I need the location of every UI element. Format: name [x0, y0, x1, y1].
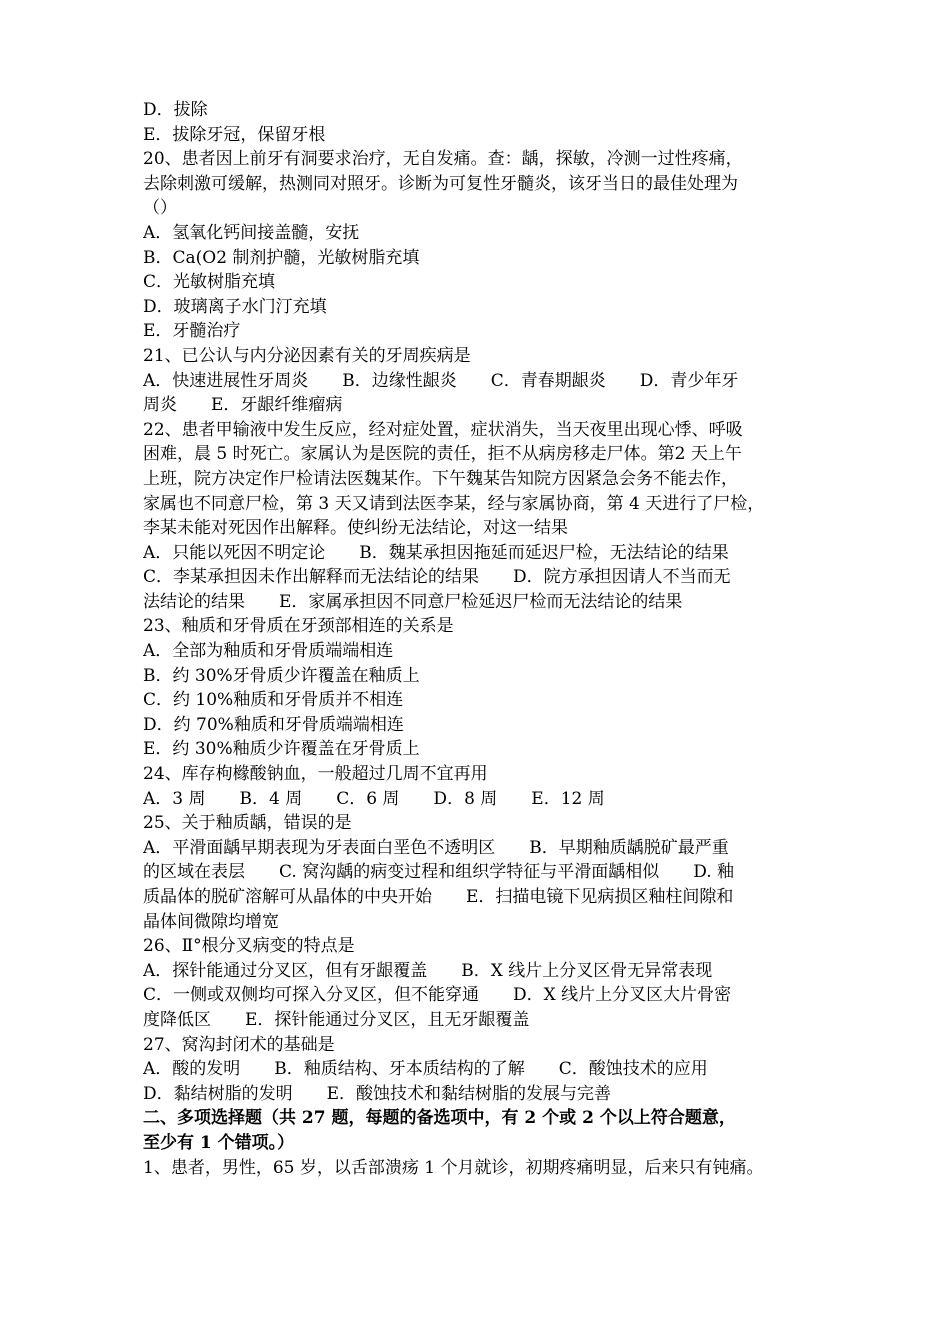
question-text: （） [143, 198, 177, 219]
option-text: B．Ca(O2 制剂护髓，光敏树脂充填 [143, 247, 420, 268]
option-text: B．约 30%牙骨质少许覆盖在釉质上 [143, 665, 420, 686]
option-text: A．快速进展性牙周炎 B．边缘性龈炎 C．青春期龈炎 D．青少年牙 [143, 370, 739, 391]
option-text: C．一侧或双侧均可探入分叉区，但不能穿通 D．X 线片上分叉区大片骨密 [143, 985, 732, 1006]
option-text: D．黏结树脂的发明 E．酸蚀技术和黏结树脂的发展与完善 [143, 1083, 612, 1104]
section-heading: 二、多项选择题（共 27 题，每题的备选项中，有 2 个或 2 个以上符合题意， [143, 1108, 736, 1129]
question-text: 20、患者因上前牙有洞要求治疗，无自发痛。查：龋，探敏，冷测一过性疼痛， [143, 149, 743, 170]
question-text: 24、库存枸橼酸钠血，一般超过几周不宜再用 [143, 764, 488, 785]
option-text: A．3 周 B．4 周 C．6 周 D．8 周 E．12 周 [143, 788, 605, 809]
option-text: 晶体间微隙均增宽 [143, 911, 279, 932]
question-text: 23、釉质和牙骨质在牙颈部相连的关系是 [143, 616, 454, 637]
option-text: C．光敏树脂充填 [143, 272, 276, 293]
question-text: 困难，晨 5 时死亡。家属认为是医院的责任，拒不从病房移走尸体。第2 天上午 [143, 444, 742, 465]
option-text: 的区域在表层 C. 窝沟龋的病变过程和组织学特征与平滑面龋相似 D. 釉 [143, 862, 735, 883]
option-text: E．牙髓治疗 [143, 321, 241, 342]
option-text: 质晶体的脱矿溶解可从晶体的中央开始 E．扫描电镜下见病损区釉柱间隙和 [143, 887, 734, 907]
section-heading: 至少有 1 个错项。） [143, 1132, 295, 1153]
question-text: 27、窝沟封闭术的基础是 [143, 1034, 335, 1055]
question-text: 去除刺激可缓解，热测同对照牙。诊断为可复性牙髓炎，该牙当日的最佳处理为 [143, 173, 738, 194]
option-text: A．酸的发明 B．釉质结构、牙本质结构的了解 C．酸蚀技术的应用 [143, 1059, 708, 1080]
option-text: C．约 10%釉质和牙骨质并不相连 [143, 690, 404, 711]
option-text: D．玻璃离子水门汀充填 [143, 296, 327, 317]
question-text: 1、患者，男性，65 岁，以舌部溃疡 1 个月就诊，初期疼痛明显，后来只有钝痛。 [143, 1157, 764, 1178]
text-line: D．拔除 [143, 100, 208, 120]
option-text: A．氢氧化钙间接盖髓，安抚 [143, 222, 360, 243]
question-text: 李某未能对死因作出解释。使纠纷无法结论，对这一结果 [143, 518, 568, 539]
option-text: 周炎 E．牙龈纤维瘤病 [143, 395, 343, 416]
option-text: A．只能以死因不明定论 B．魏某承担因拖延而延迟尸检，无法结论的结果 [143, 542, 729, 563]
option-text: D．约 70%釉质和牙骨质端端相连 [143, 714, 404, 735]
question-text: 家属也不同意尸检，第 3 天又请到法医李某，经与家属协商，第 4 天进行了尸检， [143, 493, 765, 514]
option-text: 度降低区 E．探针能通过分叉区，且无牙龈覆盖 [143, 1009, 530, 1030]
option-text: E．约 30%釉质少许覆盖在牙骨质上 [143, 739, 420, 760]
document-body [143, 98, 813, 1180]
option-text: A．探针能通过分叉区，但有牙龈覆盖 B．X 线片上分叉区骨无异常表现 [143, 960, 713, 981]
question-text: 上班，院方决定作尸检请法医魏某作。下午魏某告知院方因紧急会务不能去作， [143, 468, 738, 489]
option-text: A．平滑面龋早期表现为牙表面白垩色不透明区 B．早期釉质龋脱矿最严重 [143, 837, 729, 858]
option-text: C．李某承担因未作出解释而无法结论的结果 D．院方承担因请人不当而无 [143, 567, 731, 588]
option-text: 法结论的结果 E．家属承担因不同意尸检延迟尸检而无法结论的结果 [143, 591, 683, 612]
question-text: 25、关于釉质龋，错误的是 [143, 813, 352, 834]
question-text: 26、Ⅱ°根分叉病变的特点是 [143, 936, 355, 957]
question-text: 22、患者甲输液中发生反应，经对症处置，症状消失，当天夜里出现心悸、呼吸 [143, 419, 743, 440]
text-line: E．拔除牙冠，保留牙根 [143, 124, 326, 145]
option-text: A．全部为釉质和牙骨质端端相连 [143, 641, 394, 662]
question-text: 21、已公认与内分泌因素有关的牙周疾病是 [143, 345, 471, 366]
